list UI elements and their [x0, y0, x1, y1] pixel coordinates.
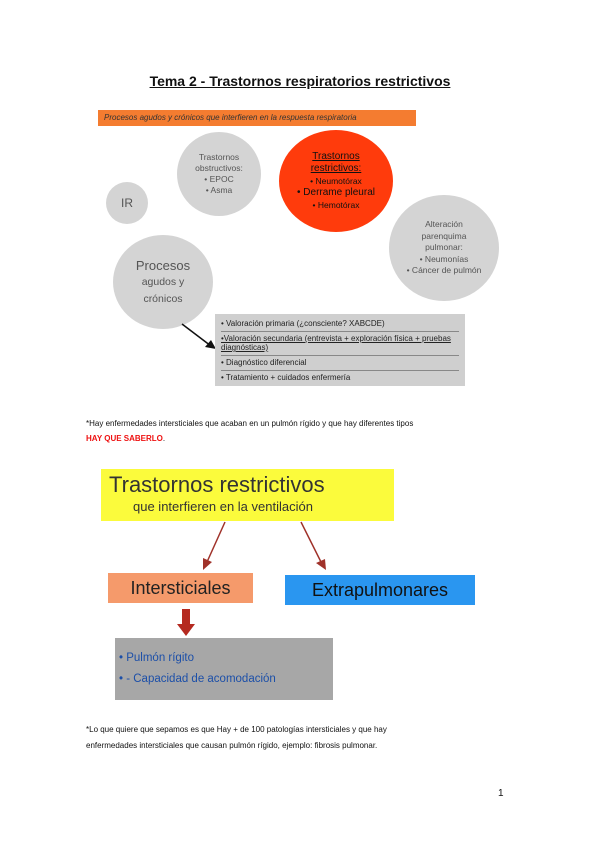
- note-line: *Lo que quiere que sepamos es que Hay + de 100 patologías intersticiales y que hay: [86, 725, 387, 734]
- circle-line: crónicos: [143, 292, 183, 305]
- assessment-item: •Valoración secundaria (entrevista + exploración física + pruebas diagnósticas): [221, 332, 459, 356]
- extrapulmonares-box: Extrapulmonares: [285, 575, 475, 605]
- restrictive-subtitle: que interfieren en la ventilación: [133, 499, 313, 514]
- circle-line: Alteración: [425, 219, 463, 230]
- circle-line: obstructivos:: [195, 163, 243, 173]
- circle-title: restrictivos:: [310, 163, 362, 174]
- circle-obstructivos: [177, 132, 261, 216]
- circle-restrictivos: [279, 130, 393, 232]
- note-line: enfermedades intersticiales que causan pulmón rígido, ejemplo: fibrosis pulmonar.: [86, 741, 378, 750]
- circle-line: agudos y: [141, 275, 185, 288]
- circle-item: • Derrame pleural: [297, 187, 375, 198]
- circle-procesos: [113, 235, 213, 329]
- circle-title: Trastornos: [312, 151, 360, 162]
- arrow-down-icon: [176, 609, 196, 637]
- page-number: 1: [498, 788, 504, 799]
- diagram-banner: Procesos agudos y crónicos que interfieren en la respuesta respiratoria: [98, 110, 416, 126]
- arrow-icon: [180, 322, 220, 352]
- note-emphasis: HAY QUE SABERLO: [86, 434, 163, 443]
- circle-line: • Neumonías: [419, 253, 469, 264]
- assessment-item: • Diagnóstico diferencial: [221, 356, 459, 371]
- note-text: *Hay enfermedades intersticiales que acaban en un pulmón rígido y que hay diferentes tipos: [86, 419, 414, 428]
- intersticiales-box: Intersticiales: [108, 573, 253, 603]
- detail-item: • Pulmón rígito: [119, 652, 194, 664]
- detail-item: • - Capacidad de acomodación: [119, 673, 276, 685]
- circle-line: • Asma: [205, 185, 233, 195]
- circle-ir: [106, 182, 148, 224]
- arrow-icon: [295, 520, 335, 572]
- circle-alteracion: [389, 195, 499, 301]
- circle-line: Trastornos: [198, 152, 240, 162]
- note-1: [86, 416, 526, 446]
- circle-line: Procesos: [135, 257, 191, 273]
- intersticiales-details-box: [115, 638, 333, 700]
- arrow-icon: [195, 520, 235, 572]
- page-title: Tema 2 - Trastornos respiratorios restrictivos: [149, 73, 451, 89]
- circle-line: • EPOC: [204, 174, 234, 184]
- circle-line: parenquima: [421, 230, 467, 241]
- restrictive-title-box: [101, 469, 394, 521]
- assessment-box: [215, 314, 465, 386]
- circle-item: • Neumotórax: [310, 176, 362, 186]
- assessment-item: • Valoración primaria (¿consciente? XABCDE): [221, 317, 459, 332]
- circle-line: • Cáncer de pulmón: [406, 265, 482, 276]
- restrictive-title: Trastornos restrictivos: [109, 472, 325, 497]
- assessment-item: • Tratamiento + cuidados enfermería: [221, 373, 351, 382]
- note-end: .: [162, 434, 166, 443]
- circle-line: pulmonar:: [425, 242, 463, 253]
- circle-item: • Hemotórax: [312, 200, 360, 210]
- circle-label: IR: [121, 196, 133, 210]
- note-2: [86, 722, 526, 754]
